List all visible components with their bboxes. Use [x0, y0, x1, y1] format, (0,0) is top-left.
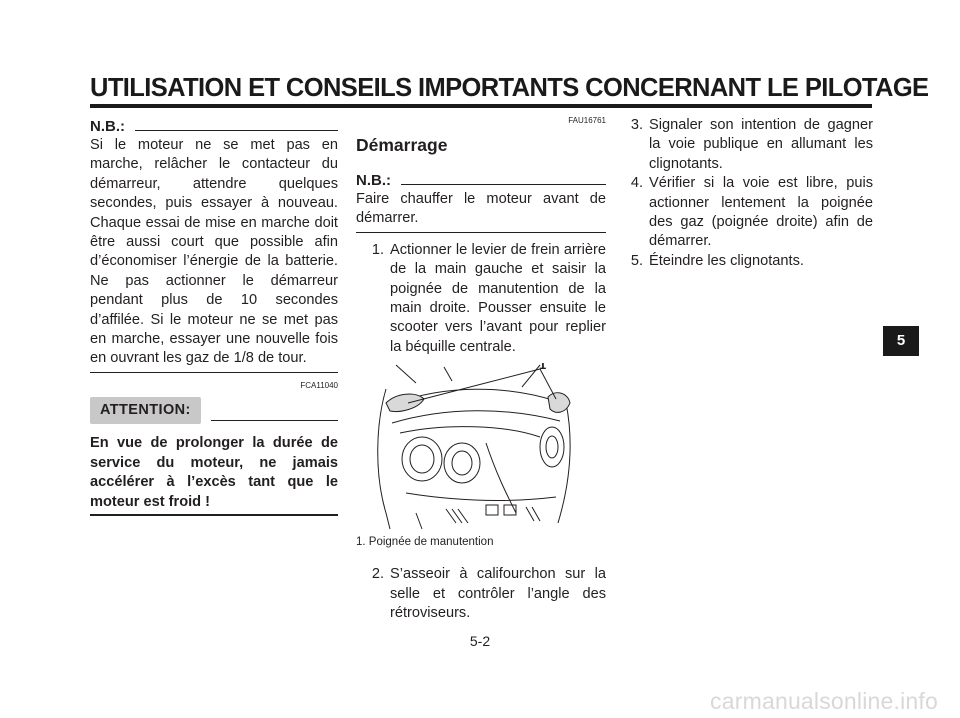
step-3: [625, 116, 873, 174]
nb-label: N.B.:: [356, 171, 391, 189]
step-text: Actionner le levier de frein arrière de la main gauche et saisir la poignée de manutention de la main droite. Pousser ensuite le scooter vers l’avant pour replier la béquille centrale.: [390, 241, 606, 355]
attention-text: En vue de prolonger la durée de service du moteur, ne jamais accélérer à l’excès tant que le moteur est froid !: [90, 435, 338, 510]
step-number: 5.: [630, 252, 643, 269]
nb-text: Si le moteur ne se met pas en marche, relâcher le contacteur du démarreur, attendre quelques secondes, puis essayer à nouveau. Chaque essai de mise en marche doit être aussi court que possible afin d’économiser l’énergie de la batterie. Ne pas actionner le démarreur pendant plus de 10 secondes d’affilée. Si le moteur ne se met pas en marche, essayer une nouvelle fois en ouvrant les gaz de 1/8 de tour.: [90, 137, 338, 367]
section-title: Démarrage: [356, 135, 448, 155]
attention-rule: [211, 420, 338, 421]
step-number: 3.: [630, 117, 643, 133]
step-text: Éteindre les clignotants.: [649, 252, 804, 269]
header-rule: [90, 104, 872, 108]
scooter-illustration: [356, 363, 588, 531]
attention-label: ATTENTION:: [90, 397, 201, 424]
nb-rule: [135, 130, 338, 131]
step-text: S’asseoir à califourchon sur la selle et contrôler l’angle des rétroviseurs.: [390, 566, 606, 622]
step-number: 2.: [371, 566, 384, 583]
step-5: [625, 252, 873, 271]
reference-code: FAU16761: [568, 116, 606, 125]
page-number: 5-2: [469, 633, 491, 649]
nb-rule: [401, 184, 606, 185]
step-number: 4.: [630, 175, 643, 192]
attention-heading: [90, 397, 338, 424]
step-text: Vérifier si la voie est libre, puis actionner lentement la poignée des gaz (poignée droite) afin de démarrer.: [649, 175, 873, 250]
step-4: [625, 174, 873, 252]
column-middle: [356, 116, 606, 623]
nb-end-rule: [356, 232, 606, 233]
nb-heading: [90, 116, 338, 136]
page-header-title: UTILISATION ET CONSEILS IMPORTANTS CONCERNANT LE PILOTAGE: [90, 74, 929, 102]
attention-end-rule: [90, 514, 338, 516]
step-number: 1.: [371, 241, 384, 258]
scooter-front-drawing: [356, 363, 588, 531]
nb-heading: [356, 170, 606, 190]
watermark: carmanualsonline.info: [710, 688, 938, 714]
nb-label: N.B.:: [90, 117, 125, 135]
step-2: [356, 565, 606, 623]
nb-text: Faire chauffer le moteur avant de démarrer.: [356, 191, 606, 227]
column-right: [625, 116, 873, 271]
nb-end-rule: [90, 372, 338, 373]
step-1: [356, 241, 606, 357]
figure-caption: 1. Poignée de manutention: [356, 536, 494, 549]
column-left: [90, 116, 338, 516]
figure-callout-number: 1: [539, 363, 547, 373]
step-text: Signaler son intention de gagner la voie publique en allumant les clignotants.: [649, 117, 873, 172]
reference-code: FCA11040: [300, 380, 338, 390]
chapter-tab: 5: [883, 326, 919, 356]
